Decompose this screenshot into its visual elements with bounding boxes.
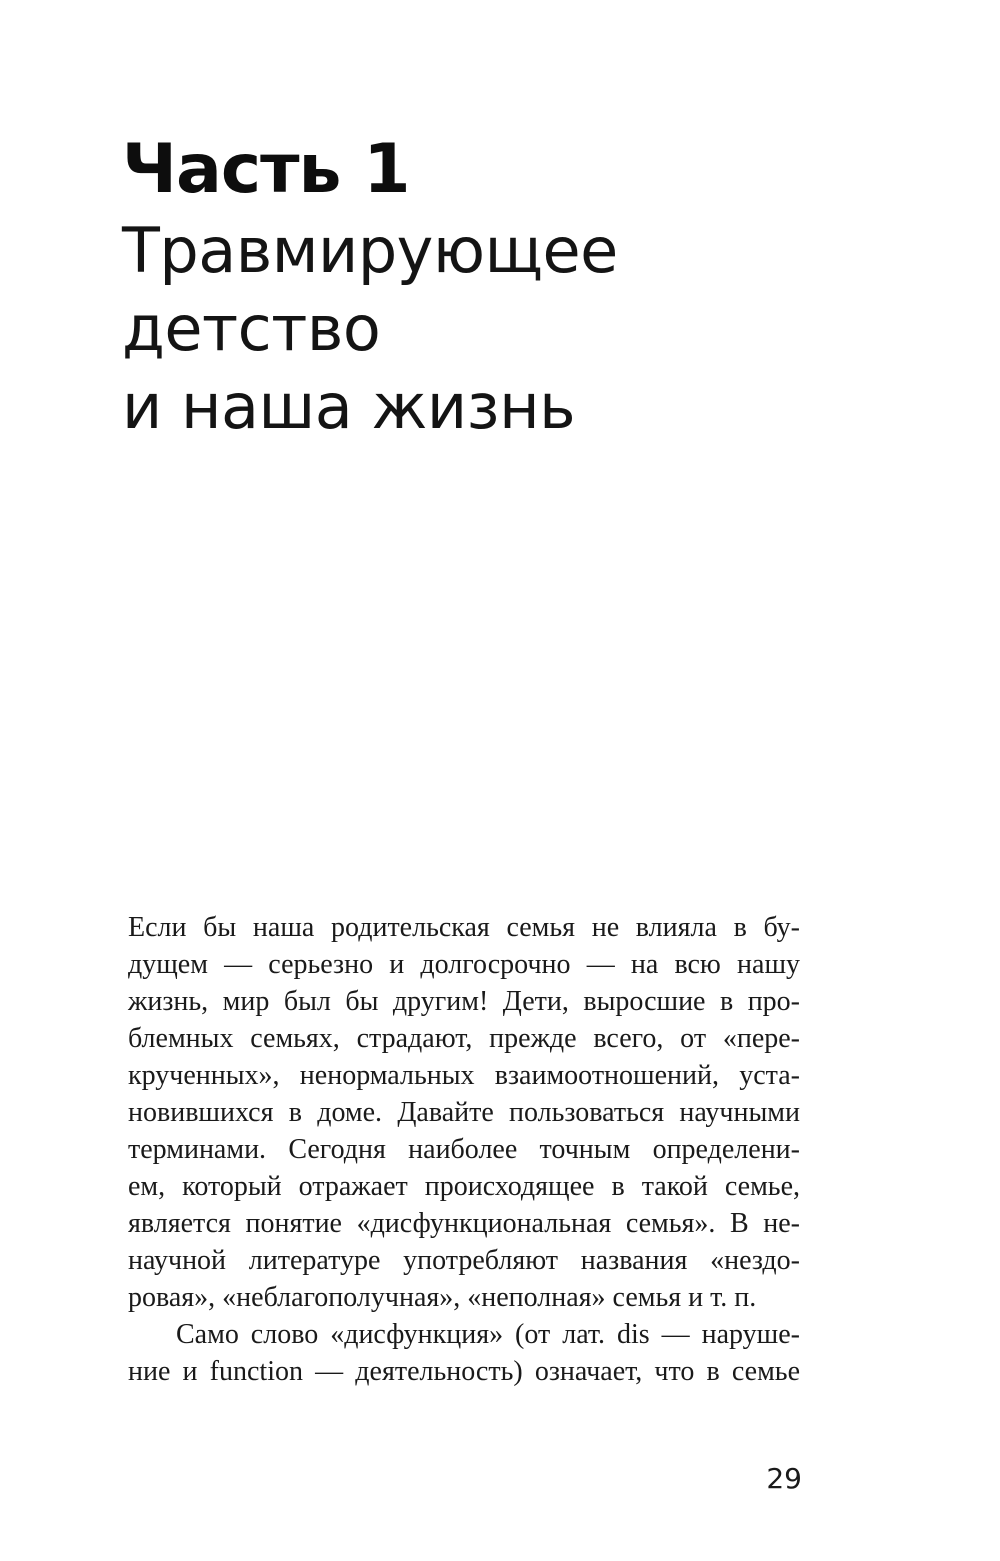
body-text (128, 909, 800, 1390)
part-title-line: и наша жизнь (122, 370, 576, 443)
text-line: ем, который отражает происходящее в такой семье, (128, 1171, 800, 1202)
part-title (122, 212, 822, 446)
text-line: блемных семьях, страдают, прежде всего, от «пере- (128, 1023, 800, 1054)
text-line: ние и function — деятельность) означает, что в семье (128, 1356, 800, 1387)
part-label: Часть 1 (122, 130, 410, 209)
text-line: жизнь, мир был бы другим! Дети, выросшие в про- (128, 986, 800, 1017)
text-line: Если бы наша родительская семья не влияла в бу- (128, 912, 800, 943)
text-line: крученных», ненормальных взаимоотношений, уста- (128, 1060, 800, 1091)
text-line: дущем — серьезно и долгосрочно — на всю нашу (128, 949, 800, 980)
part-title-line: детство (122, 292, 381, 365)
text-line: Само слово «дисфункция» (от лат. dis — наруше- (176, 1319, 800, 1350)
text-line: новившихся в доме. Давайте пользоваться научными (128, 1097, 800, 1128)
text-line: ровая», «неблагополучная», «неполная» семья и т. п. (128, 1282, 757, 1313)
text-line: является понятие «дисфункциональная семья». В не- (128, 1208, 800, 1239)
text-line: научной литературе употребляют названия «нездо- (128, 1245, 800, 1276)
part-header (122, 132, 822, 446)
part-title-line: Травмирующее (122, 214, 618, 287)
page-number: 29 (766, 1462, 802, 1495)
text-line: терминами. Сегодня наиболее точным определени- (128, 1134, 800, 1165)
